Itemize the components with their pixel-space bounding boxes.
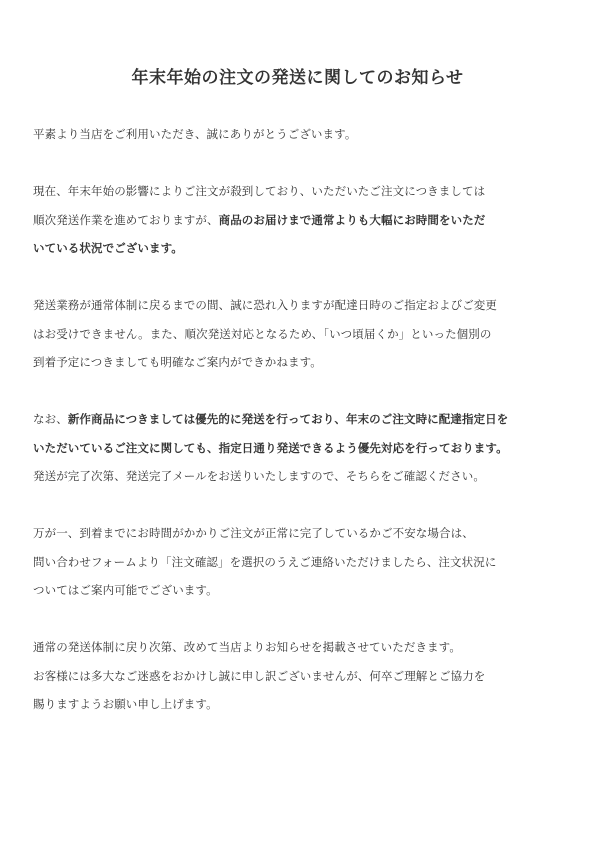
- body-text: 発送業務が通常体制に戻るまでの間、誠に恐れ入りますが配達日時のご指定およびご変更: [33, 298, 497, 312]
- text-line: [33, 206, 568, 235]
- body-text: 通常の発送体制に戻り次第、改めて当店よりお知らせを掲載させていただきます。: [33, 640, 461, 654]
- body-text: お客様には多大なご迷惑をおかけし誠に申し訳ございませんが、何卒ご理解とご協力を: [33, 668, 486, 683]
- notice-body: [33, 120, 568, 747]
- notice-paragraph: [33, 177, 568, 263]
- text-line: [33, 405, 568, 434]
- body-text: 賜りますようお願い申し上げます。: [33, 697, 218, 711]
- body-text: ついてはご案内可能でございます。: [33, 583, 218, 597]
- text-line: [33, 462, 568, 491]
- body-text: 発送が完了次第、発送完了メールをお送りいたしますので、そちらをご確認ください。: [33, 469, 485, 483]
- text-line: [33, 234, 568, 263]
- notice-paragraph: [33, 405, 568, 491]
- emphasized-text: 新作商品につきましては優先的に発送を行っており、年末のご注文時に配達指定日を: [67, 412, 509, 426]
- notice-paragraph: [33, 120, 568, 149]
- body-text: 問い合わせフォームより「注文確認」を選択のうえご連絡いただけましたら、注文状況に: [33, 554, 497, 569]
- text-line: [33, 633, 568, 662]
- body-text: なお、: [33, 412, 68, 426]
- notice-paragraph: [33, 519, 568, 605]
- text-line: [33, 120, 568, 149]
- text-line: [33, 548, 568, 577]
- text-line: [33, 690, 568, 719]
- body-text: はお受けできません。また、順次発送対応となるため、「いつ頃届くか」といった個別の: [33, 326, 492, 341]
- text-line: [33, 177, 568, 206]
- text-line: [33, 576, 568, 605]
- emphasized-text: 商品のお届けまで通常よりも大幅にお時間をいただ: [218, 212, 486, 227]
- text-line: [33, 291, 568, 320]
- text-line: [33, 348, 568, 377]
- emphasized-text: いている状況でございます。: [33, 241, 183, 255]
- notice-paragraph: [33, 291, 568, 377]
- body-text: 到着予定につきましても明確なご案内ができかねます。: [33, 355, 322, 369]
- body-text: 平素より当店をご利用いただき、誠にありがとうございます。: [33, 127, 357, 141]
- body-text: 万が一、到着までにお時間がかかりご注文が正常に完了しているかご不安な場合は、: [33, 526, 474, 540]
- body-text: 現在、年末年始の影響によりご注文が殺到しており、いただいたご注文につきましては: [33, 184, 486, 198]
- text-line: [33, 662, 568, 691]
- text-line: [33, 519, 568, 548]
- notice-paragraph: [33, 633, 568, 719]
- emphasized-text: いただいているご注文に関しても、指定日通り発送できるよう優先対応を行っております。: [33, 440, 508, 455]
- text-line: [33, 434, 568, 463]
- body-text: 順次発送作業を進めておりますが、: [33, 212, 219, 227]
- text-line: [33, 320, 568, 349]
- page-title: 年末年始の注文の発送に関してのお知らせ: [131, 68, 464, 88]
